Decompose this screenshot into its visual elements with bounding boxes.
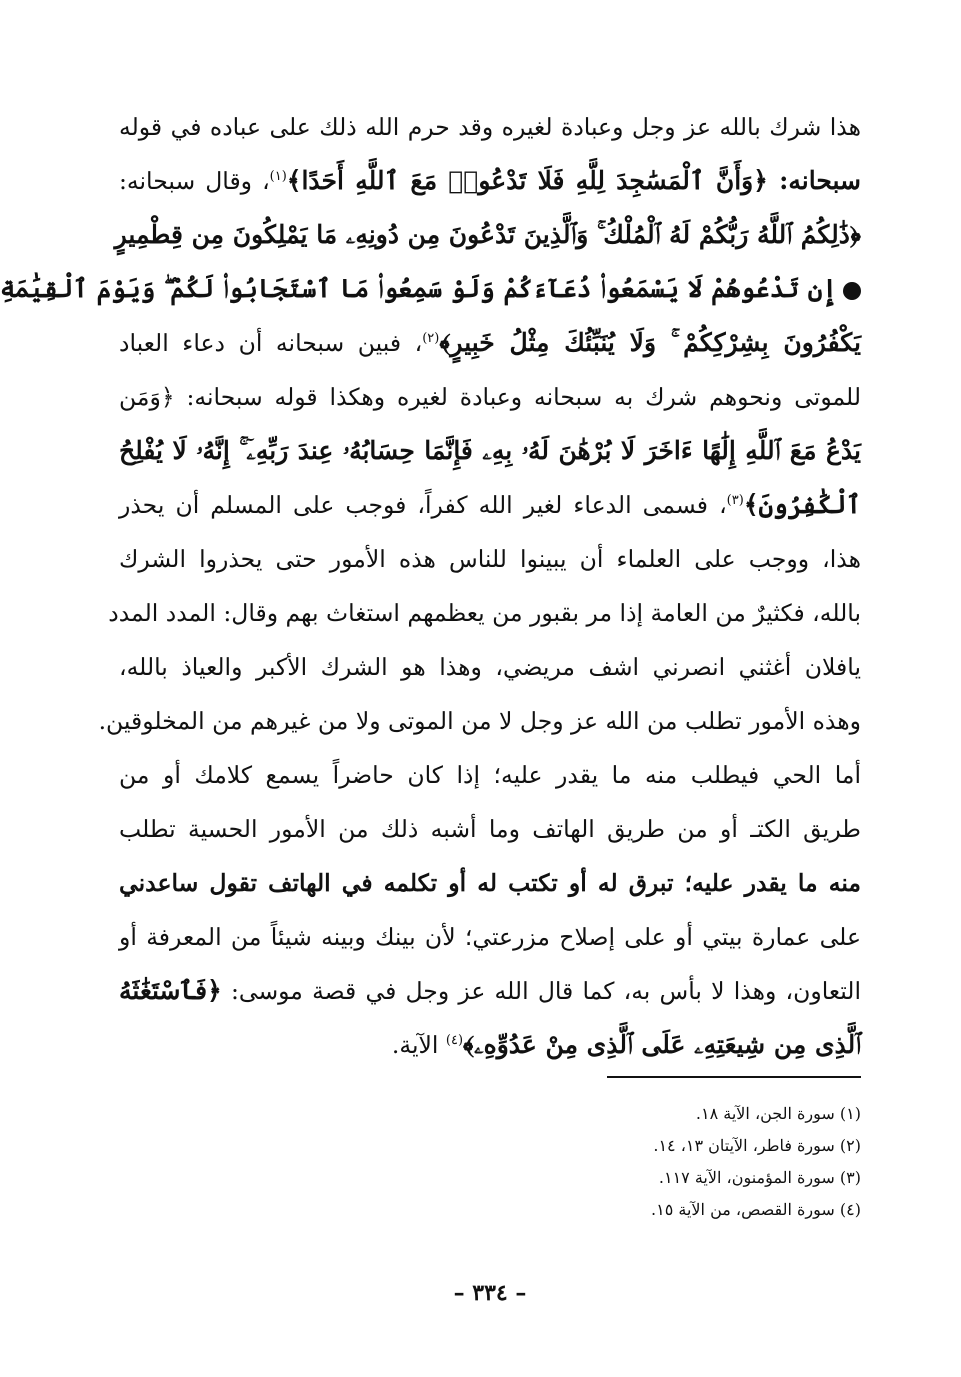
text-line: للموتى ونحوهم شرك به سبحانه وعبادة لغيره وهكذا قوله سبحانه: ﴿وَمَن [119, 383, 861, 411]
text-line: هذا، ووجب على العلماء أن يبينوا للناس هذه الأمور حتى يحذروا الشرك [119, 545, 861, 573]
quran-verse: ٱلْكَٰفِرُونَ﴾ [743, 490, 861, 519]
quran-verse: ٱلَّذِى مِن شِيعَتِهِۦ عَلَى ٱلَّذِى مِنْ عَدُوِّهِۦ﴾ [463, 1030, 861, 1059]
text-line: على عمارة بيتي أو على إصلاح مزرعتي؛ لأن بينك وبينه شيئاً من المعرفة أو [119, 923, 861, 951]
footnote-ref: (١) [269, 169, 287, 185]
text-segment: ، فبين سبحانه أن دعاء العباد [119, 329, 423, 357]
text-line [119, 1018, 861, 1072]
text-line [119, 316, 861, 370]
text-line: منه ما يقدر عليه؛ تبرق له أو تكتب له أو تكلمه في الهاتف تقول ساعدني [119, 869, 861, 897]
quran-verse: إِن تَدْعُوهُمْ لَا يَسْمَعُوا۟ دُعَآءَكُمْ وَلَوْ سَمِعُوا۟ مَا ٱسْتَجَابُوا۟ لَكُمْ ۖ وَيَوْمَ ٱلْقِيَٰمَةِ [0, 274, 837, 303]
footnote-ref: (٣) [726, 493, 744, 509]
text-segment: الآية. [391, 1031, 446, 1059]
main-text [0, 100, 861, 1072]
footnote-divider [607, 1076, 861, 1078]
text-line: طريق الكتـ أو من طريق الهاتف وما أشبه ذلك من الأمور الحسية تطلب [119, 815, 861, 843]
footnotes [419, 1098, 861, 1226]
text-line [119, 964, 861, 1018]
quran-verse-line: ﴿ذَٰلِكُمُ ٱللَّهُ رَبُّكُمْ لَهُ ٱلْمُلْكُ ۚ وَٱلَّذِينَ تَدْعُونَ مِن دُونِهِۦ مَا يَمْلِكُونَ مِن قِطْمِيرٍ [114, 220, 861, 249]
quran-verse: سبحانه: ﴿وَأَنَّ ٱلْمَسَٰجِدَ لِلَّهِ فَلَا تَدْعُوا۟ مَعَ ٱللَّهِ أَحَدًا﴾ [286, 166, 861, 195]
text-line: بالله، فكثيرٌ من العامة إذا مر بقبور من يعظمهم استغاث بهم وقال: المدد المدد [108, 599, 861, 627]
quran-verse: ﴿فَٱسْتَغَٰثَهُ [119, 976, 222, 1005]
text-line: أما الحي فيطلب منه ما يقدر عليه؛ إذا كان حاضراً يسمع كلامك أو من [119, 761, 861, 789]
ayah-end-marker-icon [843, 282, 861, 300]
quran-verse-line [0, 262, 861, 316]
footnote-item: (٢) سورة فاطر، الآيتان ١٣، ١٤. [653, 1136, 861, 1155]
footnote-item: (١) سورة الجن، الآية ١٨. [695, 1104, 861, 1123]
footnote-item: (٤) سورة القصص، من الآية ١٥. [651, 1200, 861, 1219]
quran-verse-line: يَدْعُ مَعَ ٱللَّهِ إِلَٰهًا ءَاخَرَ لَا بُرْهَٰنَ لَهُۥ بِهِۦ فَإِنَّمَا حِسَابُهُۥ عِندَ رَبِّهِۦٓ ۚ إِنَّهُۥ لَا يُفْلِحُ [119, 436, 861, 465]
text-line [119, 154, 861, 208]
text-line: يافلان أغثني انصرني اشف مريضي، وهذا هو الشرك الأكبر والعياذ بالله، [119, 653, 861, 681]
footnote-ref: (٤) [445, 1033, 464, 1049]
text-line: هذا شرك بالله عز وجل وعبادة لغيره وقد حرم الله ذلك على عباده في قوله [119, 113, 861, 141]
footnote-ref: (٢) [422, 331, 440, 347]
quran-verse: يَكْفُرُونَ بِشِرْكِكُمْ ۚ وَلَا يُنَبِّئُكَ مِثْلُ خَبِيرٍ﴾ [439, 328, 861, 357]
footnote-item: (٣) سورة المؤمنون، الآية ١١٧. [658, 1168, 861, 1187]
text-segment: ، فسمى الدعاء لغير الله كفراً، فوجب على المسلم أن يحذر [119, 491, 727, 519]
text-segment: التعاون، وهذا لا بأس به، كما قال الله عز وجل في قصة موسى: [221, 977, 861, 1005]
text-line: وهذه الأمور تطلب من الله عز وجل لا من الموتى ولا من غيرهم من المخلوقين. [98, 707, 861, 735]
text-segment: ، وقال سبحانه: [119, 167, 270, 195]
page-number: – ٣٣٤ – [453, 1280, 527, 1306]
text-line [119, 478, 861, 532]
